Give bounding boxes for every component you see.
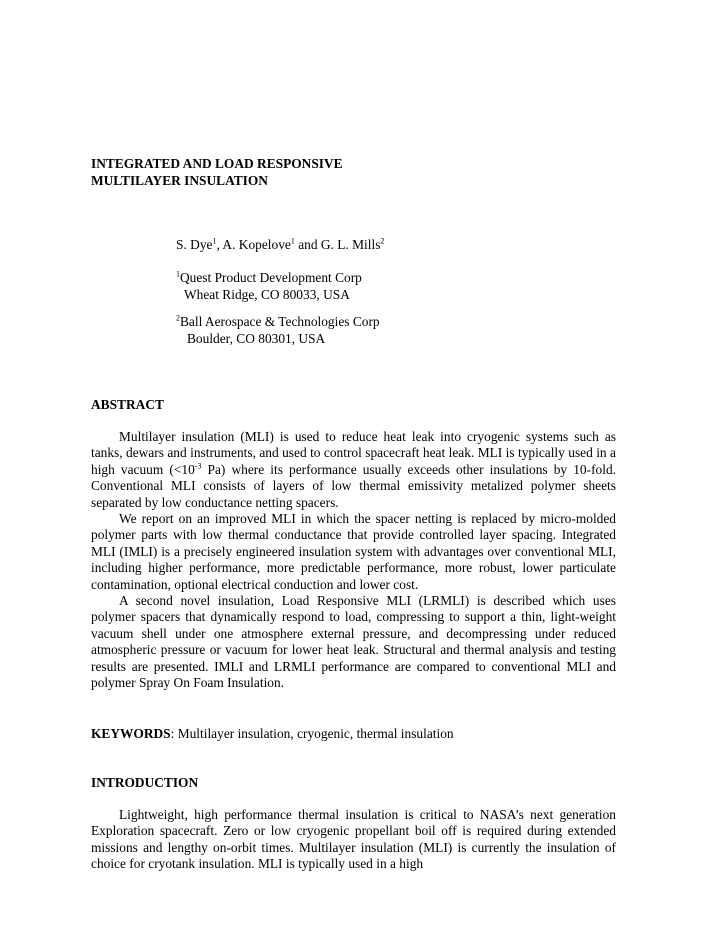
abstract-heading: ABSTRACT xyxy=(91,397,164,412)
introduction-heading: INTRODUCTION xyxy=(91,775,199,790)
introduction-paragraph: Lightweight, high performance thermal insulation is critical to NASA’s next generation Exploration spacecraft. Zero or low cryogenic propellant boil off is required during extended missions and lengthy on-orbit times. Multilayer insulation (MLI) is currently the insulation of choice for cryotank insulation. MLI is typically used in a high xyxy=(91,807,616,872)
abstract-text: Multilayer insulation (MLI) is used to reduce heat leak into cryogenic systems such as tanks, dewars and instruments, and used to control spacecraft heat leak. MLI is typically used in a high vacuum (<10 xyxy=(91,429,616,477)
author-affiliation-mark: 1 xyxy=(290,236,295,246)
introduction-body xyxy=(91,807,616,873)
abstract-text: Pa) where its performance usually exceeds other insulations by 10-fold. Conventional MLI consists of layers of low thermal emissivity metalized polymer sheets separated by low conductance netting spacers. xyxy=(91,461,616,510)
affiliation-address: Wheat Ridge, CO 80033, USA xyxy=(184,287,350,302)
author-name: A. Kopelove xyxy=(222,237,291,252)
abstract-paragraph xyxy=(91,429,616,511)
keywords xyxy=(91,725,454,742)
abstract-body xyxy=(91,429,616,692)
affiliation xyxy=(176,313,380,347)
author-separator: and xyxy=(294,237,321,252)
paper-title xyxy=(91,155,511,189)
author-affiliation-mark: 2 xyxy=(380,236,385,246)
exponent: -3 xyxy=(194,461,202,471)
keywords-label: KEYWORDS xyxy=(91,726,171,741)
title-line-2: MULTILAYER INSULATION xyxy=(91,173,268,188)
title-line-1: INTEGRATED AND LOAD RESPONSIVE xyxy=(91,156,343,171)
author-separator: , xyxy=(216,237,223,252)
author-list xyxy=(176,236,384,253)
affiliation-name: Ball Aerospace & Technologies Corp xyxy=(180,314,380,329)
affiliation-address: Boulder, CO 80301, USA xyxy=(187,331,326,346)
author-name: G. L. Mills xyxy=(320,237,381,252)
author-name: S. Dye xyxy=(176,237,213,252)
keywords-text: : Multilayer insulation, cryogenic, thermal insulation xyxy=(170,726,454,741)
abstract-paragraph: A second novel insulation, Load Responsive MLI (LRMLI) is described which uses polymer spacers that dynamically respond to load, compressing to support a thin, light-weight vacuum shell under one atmosphere external pressure, and decompressing under reduced atmospheric pressure or vacuum for lower heat leak. Structural and thermal analysis and testing results are presented. IMLI and LRMLI performance are compared to conventional MLI and polymer Spray On Foam Insulation. xyxy=(91,593,616,691)
author-affiliation-mark: 1 xyxy=(212,236,217,246)
affiliation xyxy=(176,269,362,303)
affiliation-name: Quest Product Development Corp xyxy=(180,270,362,285)
affiliation-mark: 2 xyxy=(176,313,180,323)
abstract-paragraph: We report on an improved MLI in which the spacer netting is replaced by micro-molded polymer parts with low thermal conductance that provide controlled layer spacing. Integrated MLI (IMLI) is a precisely engineered insulation system with advantages over conventional MLI, including higher performance, more predictable performance, more robust, lower particulate contamination, optional electrical conduction and lower cost. xyxy=(91,511,616,592)
affiliation-mark: 1 xyxy=(176,269,180,279)
